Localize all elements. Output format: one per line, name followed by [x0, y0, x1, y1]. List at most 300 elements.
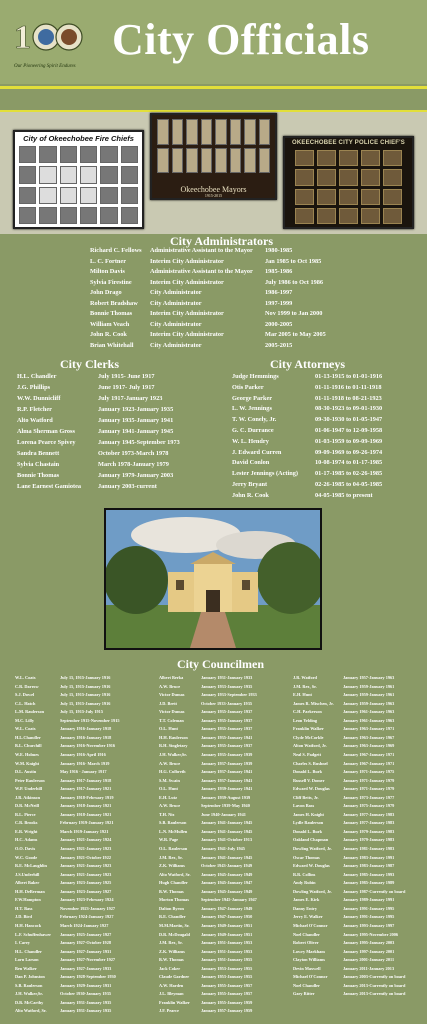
councilman-name: Clayton Williams: [293, 957, 325, 963]
councilman-name: S.M. Swain: [159, 777, 180, 783]
councilman-name: Victor Dumas: [159, 709, 185, 715]
councilman-dates: January 1925-January 1927: [60, 931, 112, 937]
councilman-name: Alto Watford, Sr.: [15, 1008, 47, 1014]
clerk-name: Alma Sherman Gross: [17, 428, 75, 435]
councilman-dates: January 1975-January 1979: [343, 803, 395, 809]
councilman-name: L.N. McMullen: [159, 828, 188, 834]
attorney-name: G. C. Durrance: [232, 427, 274, 434]
clerk-name: R.P. Fletcher: [17, 406, 52, 413]
clerk-dates: October 1973-March 1978: [98, 450, 169, 457]
councilman-name: J.D. Brett: [159, 700, 177, 706]
attorney-name: David Conlon: [232, 459, 270, 467]
councilman-dates: January 1921-October 1922: [60, 854, 112, 860]
councilman-dates: January 1995-November 2006: [343, 931, 399, 937]
fire-chiefs-caption: City of Okeechobee Fire Chiefs: [23, 134, 134, 143]
councilman-name: James E. Kirk: [293, 897, 320, 903]
councilman-name: M.M.Martin, Sr.: [159, 922, 190, 928]
councilman-name: H.T. Bass: [15, 905, 33, 911]
councilman-name: James H. Knight: [293, 811, 324, 817]
councilman-name: R.L. Pierce: [15, 811, 36, 817]
councilman-name: H.H. DeBerman: [15, 888, 45, 894]
councilman-name: W.M. Knight: [15, 760, 40, 766]
councilman-dates: July 15, 1915-January 1916: [60, 692, 111, 698]
councilman-name: Clyde McCorkle: [293, 734, 324, 740]
administrators-heading: City Administrators: [170, 234, 273, 248]
councilman-name: Jerry E. Walker: [293, 914, 323, 920]
councilman-dates: January 1959-January 1961: [343, 683, 395, 689]
councilman-name: J.S.Underhill: [15, 871, 40, 877]
councilman-name: Morton Thomas: [159, 897, 189, 903]
councilman-name: James R. Mixchen, Jr.: [293, 700, 334, 706]
councilman-dates: January 1951-January 1953: [201, 948, 253, 954]
clerk-name: Sylvia Chastain: [17, 461, 60, 468]
administrator-dates: 1985-1986: [265, 268, 293, 275]
councilman-dates: January 1979-January 1983: [343, 828, 395, 834]
councilman-name: L.F. Schuffenhawer: [15, 931, 52, 937]
councilman-name: R.E. McLaughlin: [15, 863, 47, 869]
councilman-dates: January 1947-January 1950: [201, 914, 253, 920]
councilman-dates: January 1921-January 1923: [60, 871, 112, 877]
councilman-dates: January 1971-January 1979: [343, 786, 395, 792]
clerk-name: Lane Earnest Gamiotea: [17, 483, 82, 490]
councilman-name: S.B. Raulerson: [159, 820, 187, 826]
councilman-name: A.W. Bruce: [159, 760, 181, 766]
administrator-name: L. C. Fortner: [90, 257, 127, 265]
administrator-title: Interim City Administrator: [150, 310, 224, 317]
councilman-dates: January 1957-January 1959: [201, 1008, 253, 1014]
councilman-dates: January 1927-January 1931: [60, 948, 112, 954]
councilman-name: Donald L. Burk: [293, 828, 323, 834]
police-chiefs-grid: [295, 150, 402, 224]
councilman-name: Dan P. Johnston: [15, 974, 45, 980]
administrator-title: Interim City Administrator: [150, 278, 224, 286]
councilman-dates: January 2011-January 2013: [343, 965, 395, 971]
councilman-dates: January 1993-January 1997: [343, 922, 395, 928]
administrator-title: Interim City Administrator: [150, 331, 224, 338]
councilman-name: Donald L. Burk: [293, 769, 323, 775]
councilman-dates: January 2001-January 2011: [343, 957, 395, 963]
councilman-name: E.R. Wright: [15, 828, 38, 834]
councilman-name: L.M. Raulerson: [15, 709, 45, 715]
councilman-name: D.B. McCarthy: [15, 999, 44, 1005]
councilman-name: J.L. Bleyman: [159, 991, 184, 997]
attorney-name: J. Edward Curren: [232, 448, 282, 456]
clerk-name: Bonnie Thomas: [17, 472, 60, 479]
clerk-name: J.G. Phillips: [17, 384, 51, 391]
councilman-name: H.L. Chandler: [15, 948, 42, 954]
councilman-name: W.E. Holmes: [15, 751, 39, 757]
administrator-title: Administrative Assistant to the Mayor: [150, 268, 253, 275]
councilman-name: Neal S. Padgett: [293, 751, 322, 757]
administrator-name: Sylvia Firestine: [90, 278, 132, 286]
councilman-dates: January 1941-January 1945: [201, 828, 253, 834]
administrator-dates: July 1986 to Oct 1986: [265, 278, 324, 286]
logo-tagline: Our Pioneering Spirit Endures: [14, 64, 76, 69]
attorney-dates: 10-08-1974 to 01-17-1985: [315, 459, 383, 467]
councilman-dates: January 1963-January 1967: [343, 734, 395, 740]
councilman-name: W.L. Coats: [15, 726, 36, 732]
administrator-dates: 1997-1999: [265, 299, 293, 307]
councilman-name: S.B. Raulerson: [15, 982, 43, 988]
councilman-name: J.R. Atkinson: [15, 794, 40, 800]
councilman-name: S.J. Dowel: [15, 692, 35, 698]
councilman-dates: January 1918-January 1921: [60, 811, 112, 817]
councilman-name: O.O. Davis: [15, 846, 36, 851]
councilman-dates: January 1921-January 1924: [60, 837, 112, 843]
councilman-dates: January 1951-January 1953: [201, 940, 253, 946]
councilman-name: J.F. Pearce: [159, 1008, 179, 1014]
police-chiefs-photo: [283, 136, 414, 229]
councilman-name: H.C. Adams: [15, 837, 38, 843]
councilman-dates: January 1945-January 1947: [201, 880, 253, 886]
councilman-dates: January 1989-January 1991: [343, 897, 395, 903]
attorney-dates: 01-03-1959 to 09-09-1969: [315, 437, 383, 445]
clerks-heading: City Clerks: [60, 357, 119, 371]
administrator-title: City Administrator: [150, 289, 202, 296]
councilman-dates: January 1916-November 1916: [60, 743, 116, 749]
mayors-caption: Okeechobee Mayors: [180, 185, 247, 194]
councilman-dates: January 1961-January 1963: [343, 717, 395, 723]
councilman-name: B.W. Thomas: [159, 888, 184, 894]
councilman-name: J.H. Walker,Sr.: [159, 751, 187, 757]
administrator-title: City Administrator: [150, 341, 202, 349]
attorney-name: T. W. Conely, Jr.: [232, 416, 277, 424]
councilman-name: T.T. Coleman: [159, 717, 184, 723]
councilman-dates: January 1959-January 1961: [343, 692, 395, 698]
councilman-dates: January 1939-August 1939: [201, 794, 251, 800]
councilman-dates: January 1918-February 1919: [60, 794, 114, 800]
councilman-dates: January 1921-January 1923: [60, 863, 112, 869]
administrator-dates: 2000-2005: [265, 320, 293, 328]
attorney-name: Lester Jennings (Acting): [232, 470, 298, 478]
councilman-dates: January 1991-January 1995: [343, 914, 395, 920]
councilman-name: Oscar Thomas: [293, 854, 320, 860]
councilman-name: A.W. Bruce: [159, 803, 181, 809]
councilman-dates: January 1935-January 1937: [201, 717, 253, 723]
councilman-name: Franklin Walker: [293, 726, 324, 732]
councilman-dates: January 1931-January 1933: [201, 675, 253, 680]
councilman-dates: January 1931-January 1935: [60, 999, 112, 1005]
councilman-name: Edward W. Douglas: [293, 786, 330, 792]
councilman-dates: January 1949-January 1951: [201, 931, 253, 937]
councilman-dates: January 1935-January 1937: [201, 709, 253, 715]
councilman-dates: January 1953-January 1955: [201, 974, 253, 980]
councilman-dates: January 1921-January 1923: [60, 846, 112, 851]
councilman-dates: January 1957-January 1963: [343, 675, 395, 680]
administrator-title: Administrative Assistant to the Mayor: [150, 247, 253, 254]
attorney-dates: 08-30-1923 to 09-01-1930: [315, 405, 383, 413]
councilman-dates: January 1981-January 1983: [343, 846, 395, 851]
administrator-name: Robert Bradshaw: [90, 299, 138, 307]
councilman-dates: July 15, 1915-July 1915: [60, 709, 103, 715]
councilman-name: O.L. Raulerson: [159, 846, 188, 851]
councilman-dates: September 1915-November 1915: [60, 717, 120, 723]
administrator-name: Milton Davis: [90, 268, 125, 275]
councilman-dates: March 1919-January 1921: [60, 828, 109, 834]
councilman-name: E.H. Hunt: [293, 692, 312, 698]
councilman-dates: February 1919-January 1921: [60, 820, 114, 826]
councilman-dates: January 1916-January 1918: [60, 726, 112, 732]
councilman-dates: January 1935-January 1941: [201, 734, 253, 740]
councilman-dates: January 1945-January 1949: [201, 888, 253, 894]
clerk-dates: June 1917- July 1917: [98, 384, 155, 391]
councilman-dates: October 1933-January 1935: [201, 700, 253, 706]
councilman-name: C.R. Brooks: [15, 820, 38, 826]
attorney-dates: 01-11-1916 to 01-11-1918: [315, 383, 382, 391]
councilman-name: Hugh Chandler: [159, 880, 188, 886]
councilman-name: Michael O'Connor: [293, 922, 328, 928]
councilman-dates: January 1979-January 1983: [343, 837, 395, 843]
attorney-name: L. W. Jennings: [232, 405, 272, 413]
administrator-name: William Veach: [90, 320, 130, 328]
councilman-dates: January 2013-Currently on board: [343, 991, 406, 997]
councilman-name: A.W. Harden: [159, 982, 184, 988]
councilman-name: Z.K. Williams: [159, 948, 185, 954]
councilman-dates: September 1945-January 1947: [201, 897, 257, 903]
councilman-dates: January 1935-January 1939: [201, 751, 253, 757]
clerk-dates: January 1941-January 1945: [98, 428, 174, 435]
councilman-name: D.R. McNeill: [15, 803, 39, 809]
councilman-name: M.C. Lilly: [15, 717, 34, 723]
clerk-dates: July 1917-January 1923: [98, 395, 163, 402]
attorney-name: Jerry Bryant: [232, 481, 268, 488]
councilman-dates: January 1927-January 1933: [60, 965, 112, 971]
councilman-name: J.D. Bird: [15, 914, 32, 920]
administrator-title: City Administrator: [150, 320, 202, 328]
councilman-dates: January 1985-January 1989: [343, 880, 395, 886]
councilman-dates: September 1939-May 1940: [201, 803, 250, 809]
councilman-dates: January 1963-January 1969: [343, 743, 395, 749]
clerk-dates: January 1935-January 1941: [98, 417, 174, 424]
clerk-dates: January 1979-January 2003: [98, 472, 174, 479]
councilman-dates: January 1923-January 1927: [60, 888, 112, 894]
attorney-dates: 04-05-1985 to present: [315, 491, 373, 499]
councilman-name: Charles S. Bushnel: [293, 760, 328, 766]
councilman-dates: May 1916 - January 1917: [60, 769, 107, 775]
header-banner: [0, 0, 427, 84]
councilman-name: Lavon Bass: [293, 803, 315, 809]
councilman-name: Claude Gardner: [159, 974, 190, 980]
councilman-name: W.P. Underhill: [15, 786, 43, 792]
attorney-name: W. L. Hendry: [232, 437, 269, 445]
svg-text:1: 1: [14, 19, 31, 56]
attorney-name: Judge Hemmings: [232, 373, 279, 380]
councilman-name: Z.K. Williams: [159, 863, 185, 869]
councilman-dates: January 1983-January 1991: [343, 854, 395, 860]
councilmen-heading: City Councilmen: [177, 657, 264, 671]
councilman-name: H.G. Culbreth: [159, 769, 186, 775]
councilman-name: Alton Watford, Jr.: [293, 743, 327, 749]
councilman-dates: January 1923-January 1925: [60, 880, 112, 886]
councilman-dates: January 1937-January 1941: [201, 769, 253, 775]
councilman-dates: January 1937-January 1941: [201, 777, 253, 783]
administrator-title: City Administrator: [150, 299, 202, 307]
attorney-dates: 01-11-1918 to 08-21-1923: [315, 394, 382, 402]
councilman-dates: October 1930-January 1935: [60, 991, 112, 997]
councilman-name: Albert Baker: [15, 880, 40, 886]
administrator-name: Bonnie Thomas: [90, 310, 133, 317]
administrator-dates: 1980-1985: [265, 247, 293, 254]
attorney-name: Otis Parker: [232, 383, 264, 391]
attorney-name: John R. Cook: [232, 491, 269, 499]
councilman-dates: January 1945-January 1949: [201, 871, 253, 877]
clerk-name: Sandra Bennett: [17, 450, 60, 457]
administrator-dates: Mar 2005 to May 2005: [265, 331, 326, 338]
page-title: City Officials: [112, 15, 370, 64]
fire-chiefs-grid: [19, 146, 138, 224]
councilman-dates: January 1927-October 1928: [60, 940, 112, 946]
councilman-dates: January 1951-January 1955: [201, 957, 253, 963]
councilman-dates: July 15, 1915-January 1916: [60, 675, 111, 680]
councilman-dates: February 1924-January 1927: [60, 914, 114, 920]
councilman-dates: January 1977-January 1983: [343, 820, 395, 826]
councilman-name: Edward W. Douglas: [293, 863, 330, 869]
councilman-name: J.H. Walker,Sr.: [15, 991, 43, 997]
centennial-logo: [14, 16, 84, 60]
councilman-name: Lorn Larson: [15, 957, 39, 963]
councilman-dates: October 1943-January 1949: [201, 863, 253, 869]
councilman-dates: January 1987-Currently on board: [343, 888, 406, 894]
councilman-dates: January 1928-September 1930: [60, 974, 116, 980]
attorneys-heading: City Attorneys: [270, 357, 345, 371]
councilman-name: I. Carey: [15, 940, 30, 946]
councilman-dates: January 1941-October 1913: [201, 837, 253, 843]
administrator-name: Brian Whitehall: [90, 341, 134, 349]
administrator-name: Richard C. Fellows: [90, 247, 142, 254]
councilman-name: B.L. Churchill: [15, 743, 42, 749]
mayors-photo: [150, 113, 277, 200]
councilman-name: J.R. Watford: [293, 675, 317, 680]
city-hall-photo: [104, 508, 322, 650]
councilman-dates: January 1933-January 1935: [201, 683, 253, 689]
councilman-dates: January 1955-January 1957: [201, 982, 253, 988]
councilman-dates: January 1949-January 1951: [201, 922, 253, 928]
councilman-dates: January 1973-January 1977: [343, 794, 395, 800]
councilman-name: D.L. Austin: [15, 769, 37, 775]
councilman-name: H.H. Raulerson: [159, 734, 188, 740]
councilman-dates: January 1967-January 1971: [343, 751, 395, 757]
councilman-dates: January 1933-September 1933: [201, 692, 257, 698]
councilman-dates: January 1916-January 1918: [60, 734, 112, 740]
councilman-dates: January 1939-January 1941: [201, 786, 253, 792]
city-hall-illustration: [106, 510, 320, 648]
administrator-dates: 1986-1997: [265, 289, 293, 296]
councilman-name: Russell V. Domer: [293, 777, 325, 783]
mayors-years: 1915-2015: [204, 193, 223, 198]
councilman-dates: January 1971-January 1979: [343, 777, 395, 783]
councilman-name: Robert Oliver: [293, 940, 319, 946]
mayors-grid: [157, 119, 270, 173]
councilman-dates: January 1941-January 1945: [201, 854, 253, 860]
attorney-dates: 09-30-1930 to 01-05-1947: [315, 416, 383, 424]
councilman-name: Lydle Raulerson: [293, 820, 324, 826]
attorney-dates: 02-26-1985 to 04-05-1985: [315, 481, 383, 488]
councilman-dates: March 1924-January 1927: [60, 922, 109, 928]
councilman-name: H.H. Hancock: [15, 922, 42, 928]
councilman-dates: January 1923-February 1924: [60, 897, 114, 903]
clerk-dates: January 1923-January 1935: [98, 406, 174, 413]
councilman-name: E.H. Lutz: [159, 794, 178, 800]
councilman-dates: June 1940-January 1941: [201, 811, 246, 817]
councilman-name: T.H. Nix: [159, 811, 175, 817]
clerk-dates: July 1915- June 1917: [98, 373, 155, 380]
attorney-dates: 01-06-1947 to 12-09-1958: [315, 427, 383, 434]
attorney-dates: 09-09-1969 to 09-26-1974: [315, 448, 383, 456]
councilman-name: Leon Yelding: [293, 717, 318, 723]
councilman-name: Andy Rubin: [293, 880, 316, 886]
councilman-name: J.M. Rex, Sr.: [159, 854, 183, 860]
councilman-dates: January 1983-January 1987: [343, 863, 395, 869]
councilman-dates: January 1937-January 1939: [201, 760, 253, 766]
clerk-dates: March 1978-January 1979: [98, 461, 169, 468]
councilman-dates: January 2013-Currently on board: [343, 982, 406, 988]
councilman-dates: January 1918-January 1921: [60, 803, 112, 809]
councilman-dates: November 1923-January 1927: [60, 905, 116, 911]
fire-chiefs-photo: [13, 130, 144, 229]
councilman-dates: January 1916- March 1919: [60, 760, 110, 766]
councilman-name: J.M. Rex, Sr.: [159, 940, 183, 946]
councilman-dates: January 1961-January 1963: [343, 709, 395, 715]
administrator-dates: 2005-2015: [265, 341, 293, 349]
clerk-name: Lorena Pearce Spivey: [17, 439, 76, 446]
councilman-dates: January 2003-Currently on board: [343, 974, 406, 980]
councilman-dates: July 15, 1915-January 1916: [60, 683, 111, 689]
councilman-name: F.W.Hampton: [15, 897, 41, 903]
councilman-dates: January 1971-January 1975: [343, 769, 395, 775]
councilman-dates: January 1916-April 1916: [60, 751, 106, 757]
councilman-dates: January 1953-January 1955: [201, 965, 253, 971]
administrator-name: John R. Cook: [90, 331, 127, 338]
councilman-name: Albert Berka: [159, 675, 184, 680]
councilman-name: H.L.Chandler: [15, 734, 41, 740]
councilman-name: R.E. Chandler: [159, 914, 186, 920]
city-seal-icon: [14, 16, 84, 66]
administrator-dates: Nov 1999 to Jan 2000: [265, 310, 323, 317]
councilman-name: B.W. Thomas: [159, 957, 184, 963]
councilman-name: W.L. Coats: [15, 675, 36, 680]
header-divider: [0, 86, 427, 89]
councilman-name: Dowling Watford, Jr.: [293, 846, 332, 851]
councilman-name: J.M. Rex, Sr.: [293, 683, 317, 689]
attorney-dates: 01-17-1985 to 02-26-1985: [315, 470, 383, 478]
councilman-dates: January 1935-January 1937: [201, 743, 253, 749]
councilman-dates: January 1929-January 1931: [60, 982, 112, 988]
councilman-dates: January 1941-January 1945: [201, 820, 253, 826]
councilman-name: Oakland Chapman: [293, 837, 329, 843]
councilman-name: Gary Ritter: [293, 991, 315, 997]
councilman-name: Ben Walker: [15, 965, 37, 971]
councilman-dates: January 1997-January 2001: [343, 948, 395, 954]
councilman-name: O.L. Hunt: [159, 786, 178, 792]
councilman-dates: January 1927-November 1927: [60, 957, 116, 963]
administrator-title: Interim City Administrator: [150, 257, 224, 265]
administrator-name: John Drago: [90, 289, 122, 296]
councilman-name: C.H. Parkerson: [293, 709, 322, 715]
councilman-name: Alto Watford, Sr.: [159, 871, 191, 877]
councilman-name: Dowling Watford, Jr.: [293, 888, 332, 894]
clerk-dates: January 1945-September 1973: [98, 439, 180, 446]
clerk-dates: January 2003-current: [98, 483, 157, 490]
administrator-dates: Jan 1985 to Oct 1985: [265, 257, 322, 265]
councilman-name: Jack Coker: [159, 965, 181, 971]
councilman-dates: January 1917-January 1918: [60, 777, 112, 783]
councilman-name: Peter Raulerson: [15, 777, 45, 783]
councilman-name: W.C. Goode: [15, 854, 38, 860]
councilman-name: A.W. Bruce: [159, 683, 181, 689]
councilman-name: Michael O'Connor: [293, 974, 328, 980]
councilman-name: Danny Entry: [293, 905, 317, 911]
councilman-dates: January 1941-July 1945: [201, 846, 245, 851]
